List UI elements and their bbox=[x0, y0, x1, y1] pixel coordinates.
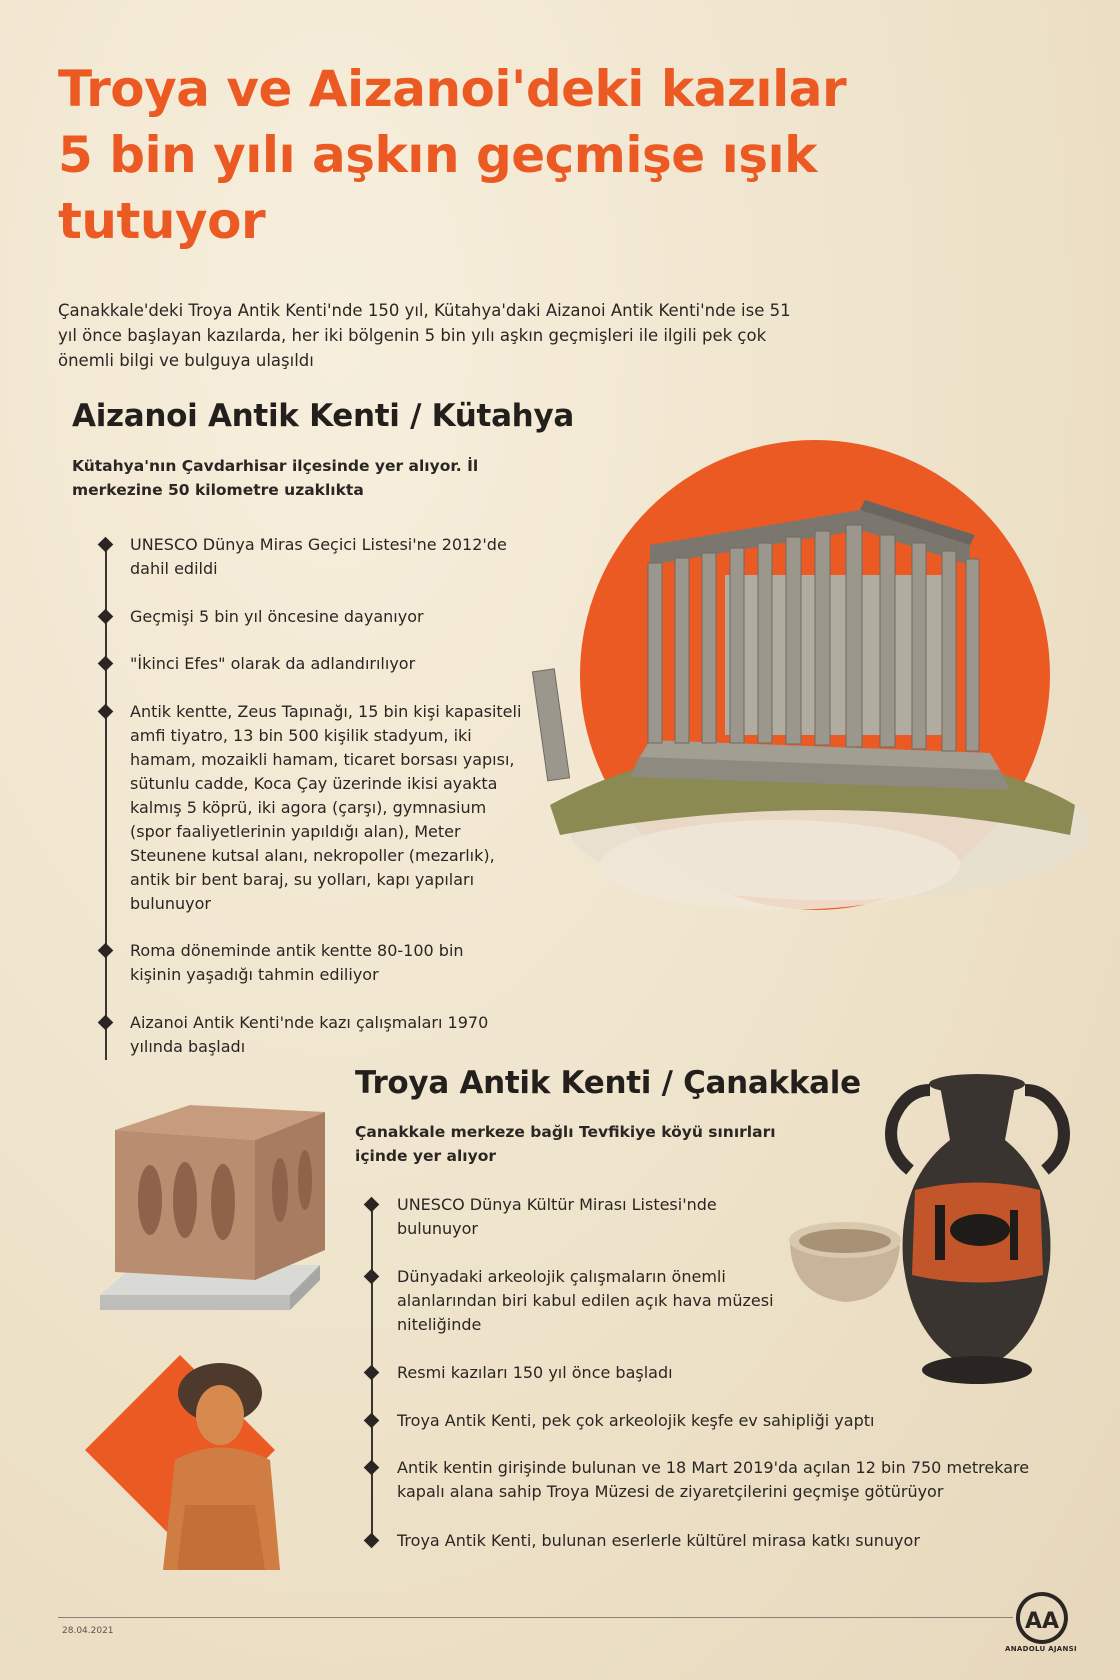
aa-logo-icon bbox=[1012, 1588, 1072, 1648]
list-item: Troya Antik Kenti, pek çok arkeolojik keşfe ev sahipliği yaptı bbox=[397, 1411, 875, 1430]
diamond-bullet-icon bbox=[364, 1365, 380, 1381]
list-item: Troya Antik Kenti, bulunan eserlerle kültürel mirasa katkı sunuyor bbox=[397, 1531, 920, 1550]
list-item: Roma döneminde antik kentte 80-100 bin kişinin yaşadığı tahmin ediliyor bbox=[130, 941, 464, 984]
diamond-bullet-icon bbox=[98, 704, 114, 720]
list-item: "İkinci Efes" olarak da adlandırılıyor bbox=[130, 654, 416, 673]
footer-divider bbox=[58, 1617, 1013, 1618]
diamond-bullet-icon bbox=[364, 1197, 380, 1213]
troya-subtitle bbox=[355, 1120, 795, 1168]
list-item: Dünyadaki arkeolojik çalışmaların önemli alanlarından biri kabul edilen açık hava müzesi niteliğinde bbox=[397, 1267, 774, 1334]
list-item: Antik kentte, Zeus Tapınağı, 15 bin kişi kapasiteli amfi tiyatro, 13 bin 500 kişilik stadyum, iki hamam, mozaikli hamam, ticaret borsası yapısı, sütunlu cadde, Koca Çay üzerinde ikisi ayakta kalmış 5 köprü, iki agora (çarşı), gymnasium (spor faaliyetlerinin yapıldığı alan), Meter Steunene kutsal alanı, nekropoller (mezarlık), antik bir bent baraj, su yolları, kapı yapıları bulunuyor bbox=[130, 702, 522, 913]
intro-line: önemli bilgi ve bulguya ulaşıldı bbox=[58, 351, 314, 370]
publish-date: 28.04.2021 bbox=[62, 1626, 114, 1636]
diamond-bullet-icon bbox=[364, 1269, 380, 1285]
diamond-bullet-icon bbox=[364, 1533, 380, 1549]
page-title bbox=[58, 56, 1058, 254]
title-line: tutuyor bbox=[58, 192, 266, 250]
diamond-bullet-icon bbox=[98, 1015, 114, 1031]
list-item: UNESCO Dünya Miras Geçici Listesi'ne 2012'de dahil edildi bbox=[130, 535, 507, 578]
list-item: Aizanoi Antik Kenti'nde kazı çalışmaları 1970 yılında başladı bbox=[130, 1013, 489, 1056]
troya-subtitle-line: içinde yer alıyor bbox=[355, 1147, 496, 1165]
list-item: Resmi kazıları 150 yıl önce başladı bbox=[397, 1363, 673, 1382]
zeus-temple-illustration bbox=[530, 425, 1090, 985]
title-line: Troya ve Aizanoi'deki kazılar bbox=[58, 60, 847, 118]
diamond-bullet-icon bbox=[364, 1460, 380, 1476]
diamond-bullet-icon bbox=[98, 656, 114, 672]
terracotta-figurine-illustration bbox=[85, 1355, 295, 1575]
intro-paragraph bbox=[58, 298, 828, 373]
list-item: Antik kentin girişinde bulunan ve 18 Mart 2019'da açılan 12 bin 750 metrekare kapalı alana sahip Troya Müzesi de ziyaretçilerini geçmişe götürüyor bbox=[397, 1458, 1030, 1501]
diamond-bullet-icon bbox=[98, 943, 114, 959]
troya-subtitle-line: Çanakkale merkeze bağlı Tevfikiye köyü sınırları bbox=[355, 1123, 776, 1141]
aizanoi-subtitle-line: merkezine 50 kilometre uzaklıkta bbox=[72, 481, 364, 499]
logo-text: ANADOLU AJANSI bbox=[1005, 1645, 1077, 1653]
list-item: UNESCO Dünya Kültür Mirası Listesi'nde bulunuyor bbox=[397, 1195, 717, 1238]
title-line: 5 bin yılı aşkın geçmişe ışık bbox=[58, 126, 817, 184]
svg-text:AA: AA bbox=[1024, 1609, 1060, 1634]
list-item: Geçmişi 5 bin yıl öncesine dayanıyor bbox=[130, 607, 424, 626]
sarcophagus-illustration bbox=[95, 1100, 335, 1315]
troya-heading: Troya Antik Kenti / Çanakkale bbox=[355, 1065, 861, 1101]
aizanoi-subtitle bbox=[72, 454, 512, 502]
diamond-bullet-icon bbox=[98, 609, 114, 625]
aizanoi-heading: Aizanoi Antik Kenti / Kütahya bbox=[72, 398, 574, 434]
diamond-bullet-icon bbox=[98, 537, 114, 553]
diamond-bullet-icon bbox=[364, 1413, 380, 1429]
intro-line: Çanakkale'deki Troya Antik Kenti'nde 150 yıl, Kütahya'daki Aizanoi Antik Kenti'nde ise 51 bbox=[58, 301, 791, 320]
intro-line: yıl önce başlayan kazılarda, her iki bölgenin 5 bin yılı aşkın geçmişleri ile ilgili pek çok bbox=[58, 326, 767, 345]
aizanoi-subtitle-line: Kütahya'nın Çavdarhisar ilçesinde yer alıyor. İl bbox=[72, 457, 479, 475]
